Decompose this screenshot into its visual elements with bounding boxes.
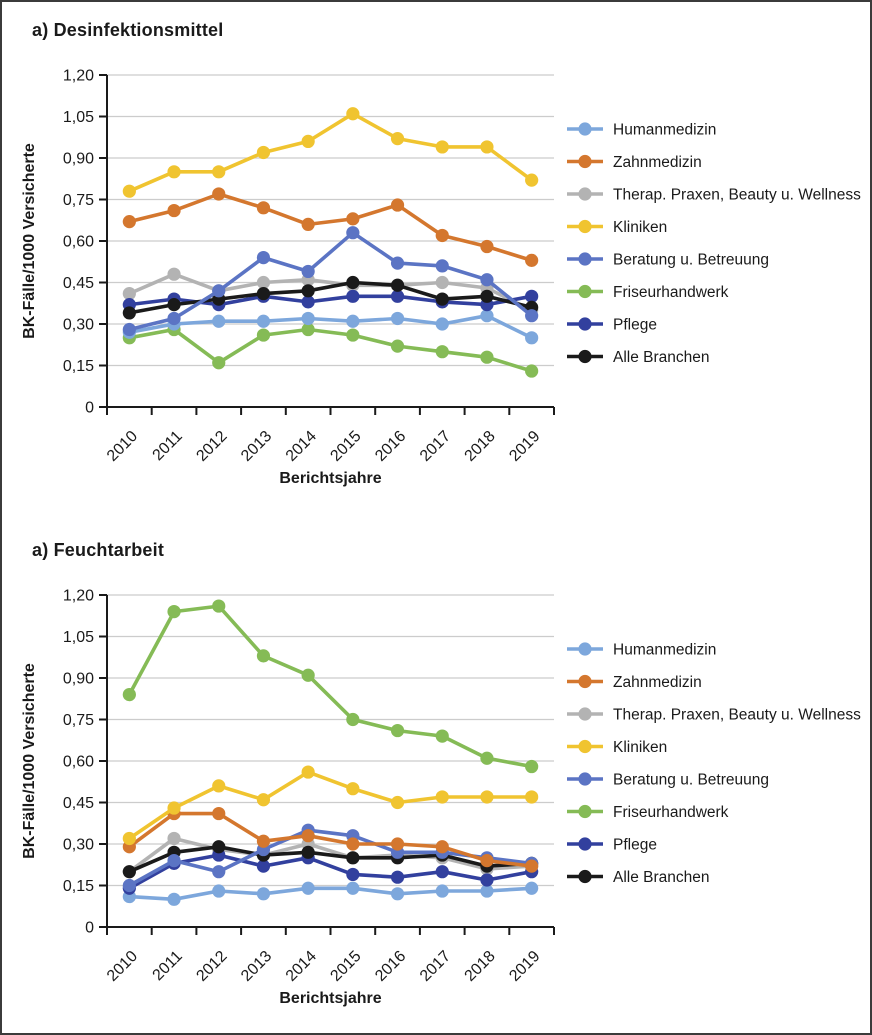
y-axis-label: BK-Fälle/1000 Versicherte bbox=[21, 143, 38, 339]
legend-label-kliniken: Kliniken bbox=[613, 739, 668, 756]
data-point-alle-branchen-2017 bbox=[436, 293, 449, 306]
data-point-beratung-u-betreuung-2014 bbox=[302, 265, 315, 278]
legend-label-alle-branchen: Alle Branchen bbox=[613, 869, 710, 886]
data-point-humanmedizin-2014 bbox=[302, 882, 315, 895]
data-point-friseurhandwerk-2012 bbox=[212, 599, 225, 612]
x-axis-label: Berichtsjahre bbox=[279, 990, 382, 1007]
data-point-kliniken-2019 bbox=[525, 790, 538, 803]
data-point-kliniken-2015 bbox=[346, 782, 359, 795]
chart-feuchtarbeit bbox=[2, 532, 870, 1035]
data-point-kliniken-2016 bbox=[391, 132, 404, 145]
data-point-kliniken-2014 bbox=[302, 765, 315, 778]
chart-plot-feuchtarbeit bbox=[2, 532, 870, 1035]
data-point-zahnmedizin-2013 bbox=[257, 201, 270, 214]
data-point-friseurhandwerk-2017 bbox=[436, 730, 449, 743]
y-tick-label: 0,90 bbox=[62, 150, 94, 168]
data-point-friseurhandwerk-2014 bbox=[302, 669, 315, 682]
series-line-zahnmedizin bbox=[129, 814, 531, 867]
data-point-alle-branchen-2015 bbox=[346, 276, 359, 289]
data-point-kliniken-2011 bbox=[167, 801, 180, 814]
x-tick-label: 2018 bbox=[461, 947, 499, 985]
x-tick-label: 2013 bbox=[238, 947, 276, 985]
data-point-beratung-u-betreuung-2018 bbox=[480, 273, 493, 286]
x-tick-label: 2013 bbox=[238, 427, 276, 465]
legend-label-humanmedizin: Humanmedizin bbox=[613, 121, 717, 139]
series-line-humanmedizin bbox=[129, 316, 531, 338]
data-point-kliniken-2010 bbox=[123, 185, 136, 198]
data-point-humanmedizin-2017 bbox=[436, 317, 449, 330]
data-point-kliniken-2019 bbox=[525, 174, 538, 187]
x-tick-label: 2014 bbox=[282, 427, 320, 465]
legend-marker-icon-beratung-u-betreuung bbox=[578, 252, 591, 265]
data-point-zahnmedizin-2018 bbox=[480, 854, 493, 867]
data-point-zahnmedizin-2012 bbox=[212, 187, 225, 200]
data-point-beratung-u-betreuung-2010 bbox=[123, 879, 136, 892]
x-tick-label: 2011 bbox=[149, 427, 186, 465]
data-point-friseurhandwerk-2019 bbox=[525, 364, 538, 377]
data-point-pflege-2017 bbox=[436, 865, 449, 878]
legend-marker-icon-zahnmedizin bbox=[578, 155, 591, 168]
data-point-therap-praxen-beauty-u-wellness-2011 bbox=[167, 832, 180, 845]
y-tick-label: 0,60 bbox=[62, 233, 94, 251]
data-point-kliniken-2017 bbox=[436, 140, 449, 153]
chart-title-desinfektionsmittel: a) Desinfektionsmittel bbox=[32, 20, 224, 40]
y-tick-label: 0 bbox=[85, 919, 94, 937]
data-point-humanmedizin-2012 bbox=[212, 884, 225, 897]
series-line-humanmedizin bbox=[129, 888, 531, 899]
y-tick-label: 0,60 bbox=[62, 753, 94, 771]
data-point-humanmedizin-2019 bbox=[525, 882, 538, 895]
data-point-humanmedizin-2013 bbox=[257, 315, 270, 328]
data-point-beratung-u-betreuung-2012 bbox=[212, 865, 225, 878]
legend-label-humanmedizin: Humanmedizin bbox=[613, 641, 717, 659]
data-point-alle-branchen-2013 bbox=[257, 287, 270, 300]
legend-marker-icon-kliniken bbox=[578, 220, 591, 233]
series-line-kliniken bbox=[129, 772, 531, 838]
x-tick-label: 2015 bbox=[327, 947, 365, 985]
legend-label-zahnmedizin: Zahnmedizin bbox=[613, 154, 702, 171]
y-tick-label: 0,15 bbox=[62, 878, 94, 895]
legend-label-friseurhandwerk: Friseurhandwerk bbox=[613, 284, 729, 301]
data-point-zahnmedizin-2016 bbox=[391, 837, 404, 850]
legend-marker-icon-pflege bbox=[578, 837, 591, 850]
data-point-alle-branchen-2014 bbox=[302, 846, 315, 859]
legend-label-beratung-u-betreuung: Beratung u. Betreuung bbox=[613, 771, 769, 789]
legend-marker-icon-humanmedizin bbox=[578, 642, 591, 655]
x-tick-label: 2018 bbox=[461, 427, 499, 465]
y-tick-label: 0,75 bbox=[62, 712, 94, 729]
y-tick-label: 1,05 bbox=[62, 109, 94, 126]
data-point-zahnmedizin-2018 bbox=[480, 240, 493, 253]
data-point-pflege-2015 bbox=[346, 290, 359, 303]
data-point-humanmedizin-2013 bbox=[257, 887, 270, 900]
data-point-kliniken-2012 bbox=[212, 779, 225, 792]
data-point-beratung-u-betreuung-2011 bbox=[167, 312, 180, 325]
data-point-alle-branchen-2016 bbox=[391, 279, 404, 292]
chart-plot-desinfektionsmittel bbox=[2, 12, 870, 517]
data-point-pflege-2016 bbox=[391, 871, 404, 884]
data-point-beratung-u-betreuung-2010 bbox=[123, 323, 136, 336]
data-point-therap-praxen-beauty-u-wellness-2011 bbox=[167, 268, 180, 281]
data-point-friseurhandwerk-2018 bbox=[480, 752, 493, 765]
legend-marker-icon-therap-praxen-beauty-u-wellness bbox=[578, 187, 591, 200]
data-point-kliniken-2018 bbox=[480, 140, 493, 153]
data-point-beratung-u-betreuung-2013 bbox=[257, 251, 270, 264]
data-point-friseurhandwerk-2013 bbox=[257, 649, 270, 662]
legend-marker-icon-beratung-u-betreuung bbox=[578, 772, 591, 785]
data-point-humanmedizin-2019 bbox=[525, 331, 538, 344]
legend-marker-icon-alle-branchen bbox=[578, 870, 591, 883]
x-tick-label: 2019 bbox=[506, 427, 544, 465]
data-point-zahnmedizin-2019 bbox=[525, 860, 538, 873]
x-tick-label: 2012 bbox=[193, 947, 231, 985]
data-point-friseurhandwerk-2017 bbox=[436, 345, 449, 358]
data-point-kliniken-2016 bbox=[391, 796, 404, 809]
data-point-alle-branchen-2010 bbox=[123, 306, 136, 319]
data-point-zahnmedizin-2015 bbox=[346, 837, 359, 850]
data-point-beratung-u-betreuung-2012 bbox=[212, 284, 225, 297]
data-point-zahnmedizin-2017 bbox=[436, 840, 449, 853]
data-point-kliniken-2018 bbox=[480, 790, 493, 803]
legend-marker-icon-therap-praxen-beauty-u-wellness bbox=[578, 707, 591, 720]
legend-marker-icon-humanmedizin bbox=[578, 122, 591, 135]
data-point-kliniken-2014 bbox=[302, 135, 315, 148]
y-tick-label: 0,30 bbox=[62, 316, 94, 334]
legend-label-beratung-u-betreuung: Beratung u. Betreuung bbox=[613, 251, 769, 269]
data-point-kliniken-2013 bbox=[257, 146, 270, 159]
data-point-zahnmedizin-2013 bbox=[257, 835, 270, 848]
data-point-alle-branchen-2018 bbox=[480, 290, 493, 303]
series-line-kliniken bbox=[129, 114, 531, 192]
data-point-therap-praxen-beauty-u-wellness-2017 bbox=[436, 276, 449, 289]
x-tick-label: 2017 bbox=[416, 427, 455, 465]
legend-marker-icon-alle-branchen bbox=[578, 350, 591, 363]
legend-marker-icon-friseurhandwerk bbox=[578, 285, 591, 298]
data-point-humanmedizin-2016 bbox=[391, 887, 404, 900]
chart-desinfektionsmittel bbox=[2, 12, 870, 517]
x-tick-label: 2011 bbox=[149, 947, 186, 985]
y-tick-label: 0,30 bbox=[62, 836, 94, 854]
data-point-kliniken-2011 bbox=[167, 165, 180, 178]
data-point-friseurhandwerk-2016 bbox=[391, 724, 404, 737]
x-tick-label: 2015 bbox=[327, 427, 365, 465]
data-point-zahnmedizin-2016 bbox=[391, 198, 404, 211]
series-line-pflege bbox=[129, 855, 531, 888]
data-point-kliniken-2017 bbox=[436, 790, 449, 803]
data-point-humanmedizin-2014 bbox=[302, 312, 315, 325]
data-point-beratung-u-betreuung-2017 bbox=[436, 259, 449, 272]
legend-label-alle-branchen: Alle Branchen bbox=[613, 349, 710, 366]
x-axis-label: Berichtsjahre bbox=[279, 470, 382, 487]
y-tick-label: 0,15 bbox=[62, 358, 94, 375]
chart-title-feuchtarbeit: a) Feuchtarbeit bbox=[32, 540, 165, 560]
y-tick-label: 1,05 bbox=[62, 629, 94, 646]
y-axis-label: BK-Fälle/1000 Versicherte bbox=[21, 663, 38, 859]
data-point-alle-branchen-2014 bbox=[302, 284, 315, 297]
data-point-zahnmedizin-2010 bbox=[123, 215, 136, 228]
data-point-beratung-u-betreuung-2011 bbox=[167, 854, 180, 867]
x-tick-label: 2016 bbox=[372, 947, 410, 985]
legend-label-friseurhandwerk: Friseurhandwerk bbox=[613, 804, 729, 821]
data-point-pflege-2015 bbox=[346, 868, 359, 881]
x-tick-label: 2019 bbox=[506, 947, 544, 985]
legend-label-zahnmedizin: Zahnmedizin bbox=[613, 674, 702, 691]
data-point-beratung-u-betreuung-2016 bbox=[391, 257, 404, 270]
data-point-humanmedizin-2015 bbox=[346, 315, 359, 328]
data-point-zahnmedizin-2017 bbox=[436, 229, 449, 242]
legend-marker-icon-zahnmedizin bbox=[578, 675, 591, 688]
data-point-friseurhandwerk-2013 bbox=[257, 328, 270, 341]
data-point-kliniken-2012 bbox=[212, 165, 225, 178]
y-tick-label: 0 bbox=[85, 399, 94, 417]
data-point-kliniken-2010 bbox=[123, 832, 136, 845]
data-point-zahnmedizin-2014 bbox=[302, 218, 315, 231]
data-point-humanmedizin-2012 bbox=[212, 315, 225, 328]
legend-marker-icon-friseurhandwerk bbox=[578, 805, 591, 818]
series-line-friseurhandwerk bbox=[129, 330, 531, 372]
data-point-zahnmedizin-2015 bbox=[346, 212, 359, 225]
data-point-beratung-u-betreuung-2019 bbox=[525, 309, 538, 322]
legend-label-pflege: Pflege bbox=[613, 316, 657, 334]
data-point-pflege-2018 bbox=[480, 873, 493, 886]
data-point-humanmedizin-2011 bbox=[167, 893, 180, 906]
legend-label-therap-praxen-beauty-u-wellness: Therap. Praxen, Beauty u. Wellness bbox=[613, 186, 861, 204]
y-tick-label: 0,75 bbox=[62, 192, 94, 209]
data-point-kliniken-2013 bbox=[257, 793, 270, 806]
x-tick-label: 2017 bbox=[416, 947, 455, 985]
data-point-friseurhandwerk-2011 bbox=[167, 605, 180, 618]
data-point-humanmedizin-2016 bbox=[391, 312, 404, 325]
data-point-friseurhandwerk-2018 bbox=[480, 351, 493, 364]
series-line-friseurhandwerk bbox=[129, 606, 531, 766]
data-point-humanmedizin-2015 bbox=[346, 882, 359, 895]
data-point-zahnmedizin-2014 bbox=[302, 829, 315, 842]
data-point-zahnmedizin-2012 bbox=[212, 807, 225, 820]
data-point-friseurhandwerk-2010 bbox=[123, 688, 136, 701]
legend-label-kliniken: Kliniken bbox=[613, 219, 668, 236]
data-point-friseurhandwerk-2015 bbox=[346, 328, 359, 341]
legend-marker-icon-kliniken bbox=[578, 740, 591, 753]
legend-label-pflege: Pflege bbox=[613, 836, 657, 854]
y-tick-label: 1,20 bbox=[62, 587, 94, 605]
data-point-zahnmedizin-2019 bbox=[525, 254, 538, 267]
data-point-zahnmedizin-2011 bbox=[167, 204, 180, 217]
data-point-alle-branchen-2012 bbox=[212, 840, 225, 853]
x-tick-label: 2014 bbox=[282, 947, 320, 985]
data-point-kliniken-2015 bbox=[346, 107, 359, 120]
data-point-friseurhandwerk-2019 bbox=[525, 760, 538, 773]
data-point-humanmedizin-2017 bbox=[436, 884, 449, 897]
data-point-alle-branchen-2015 bbox=[346, 851, 359, 864]
legend-label-therap-praxen-beauty-u-wellness: Therap. Praxen, Beauty u. Wellness bbox=[613, 706, 861, 724]
data-point-friseurhandwerk-2015 bbox=[346, 713, 359, 726]
x-tick-label: 2010 bbox=[103, 947, 142, 985]
y-tick-label: 0,45 bbox=[62, 275, 94, 292]
data-point-beratung-u-betreuung-2015 bbox=[346, 226, 359, 239]
y-tick-label: 1,20 bbox=[62, 67, 94, 85]
data-point-friseurhandwerk-2016 bbox=[391, 340, 404, 353]
x-tick-label: 2012 bbox=[193, 427, 231, 465]
data-point-alle-branchen-2010 bbox=[123, 865, 136, 878]
data-point-friseurhandwerk-2012 bbox=[212, 356, 225, 369]
legend-marker-icon-pflege bbox=[578, 317, 591, 330]
x-tick-label: 2016 bbox=[372, 427, 410, 465]
x-tick-label: 2010 bbox=[103, 427, 142, 465]
data-point-alle-branchen-2011 bbox=[167, 298, 180, 311]
y-tick-label: 0,90 bbox=[62, 670, 94, 688]
y-tick-label: 0,45 bbox=[62, 795, 94, 812]
